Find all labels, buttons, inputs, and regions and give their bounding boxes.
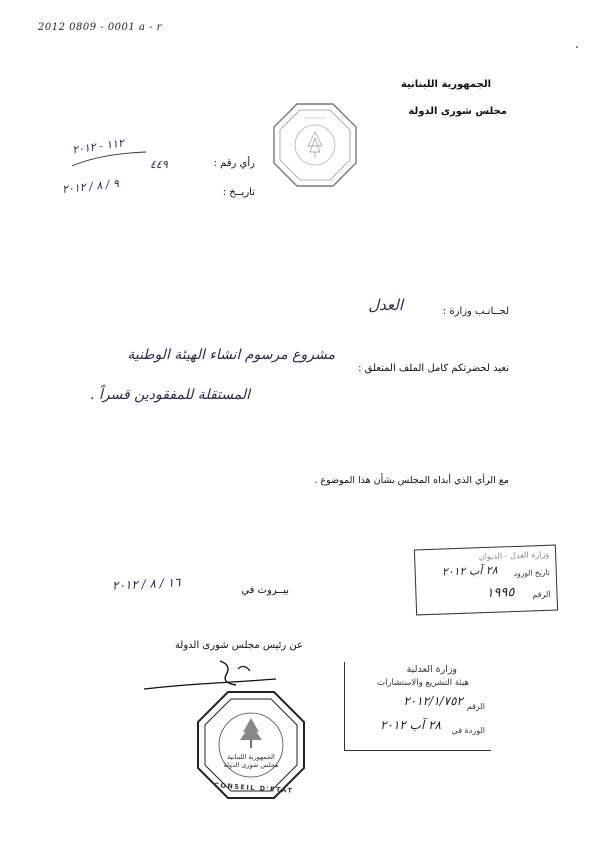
margin-mark — [576, 46, 578, 48]
receipt-1-line3-value: ١٩٩٥ — [486, 585, 515, 601]
opinion-number-label: رأي رقم : — [213, 158, 255, 169]
receipt-2-line3-label: الرقم — [466, 702, 485, 711]
signature-title: عن رئيس مجلس شورى الدولة — [174, 640, 303, 651]
receipt-1-line2-value: ٢٨ آب ٢٠١٢ — [441, 563, 498, 579]
receipt-2-line4-label: الوردة في — [451, 726, 485, 735]
receipt-2-line3-value: ٢٠١٢/١/٧٥٢ — [403, 694, 463, 708]
body-line2-hand: المستقلة للمفقودين قسراً . — [90, 387, 250, 403]
place-date-label: بيــروت في — [241, 585, 289, 596]
seal-top-icon — [272, 102, 358, 188]
receipt-1-line1: وزارة العدل - الديوان — [478, 549, 550, 562]
receipt-stamp-2 — [344, 662, 491, 751]
body-line1-hand: مشروع مرسوم انشاء الهيئة الوطنية — [127, 347, 335, 363]
letterhead-council: مجلس شورى الدولة — [408, 106, 507, 117]
recipient-label: لجــانـب وزارة : — [442, 306, 509, 317]
letterhead-republic: الجمهورية اللبنانية — [400, 79, 491, 90]
receipt-2-line2: هيئة التشريع والاستشارات — [377, 678, 469, 688]
receipt-1-line3-label: الرقم — [532, 589, 551, 600]
signature-icon — [140, 655, 280, 695]
opinion-number-value: ٤٤٩ — [150, 158, 168, 171]
body-line1-printed: نعيد لحضرتكم كامل الملف المتعلق : — [358, 363, 509, 374]
seal-bottom-ring-text: CONSEIL D'ETAT — [213, 781, 294, 795]
archive-reference: 2012 0809 - 0001 a - r — [38, 22, 162, 33]
receipt-2-line1: وزارة العدلية — [406, 664, 457, 675]
opinion-date-label: تاريــخ : — [222, 187, 255, 198]
number-underline-icon — [70, 150, 150, 170]
body-line3-printed: مع الرأي الذي أبداه المجلس بشأن هذا الموضوع . — [314, 475, 509, 486]
place-date-value: ١٦ / ٨ / ٢٠١٢ — [111, 575, 181, 593]
opinion-number-year: ١١٢ - ٢٠١٢ — [71, 136, 125, 157]
receipt-stamp-1 — [414, 545, 558, 616]
opinion-date-value: ٩ / ٨ / ٢٠١٢ — [61, 177, 120, 196]
recipient-ministry: العدل — [368, 296, 403, 314]
receipt-2-line4-value: ٢٨ آب ٢٠١٢ — [380, 718, 441, 732]
svg-text:~~~~~: ~~~~~ — [304, 116, 326, 122]
seal-bottom-inner-text: الجمهورية اللبنانية مجلس شورى الدولة — [223, 753, 279, 769]
receipt-1-line2-label: تاريخ الورود — [513, 567, 550, 579]
